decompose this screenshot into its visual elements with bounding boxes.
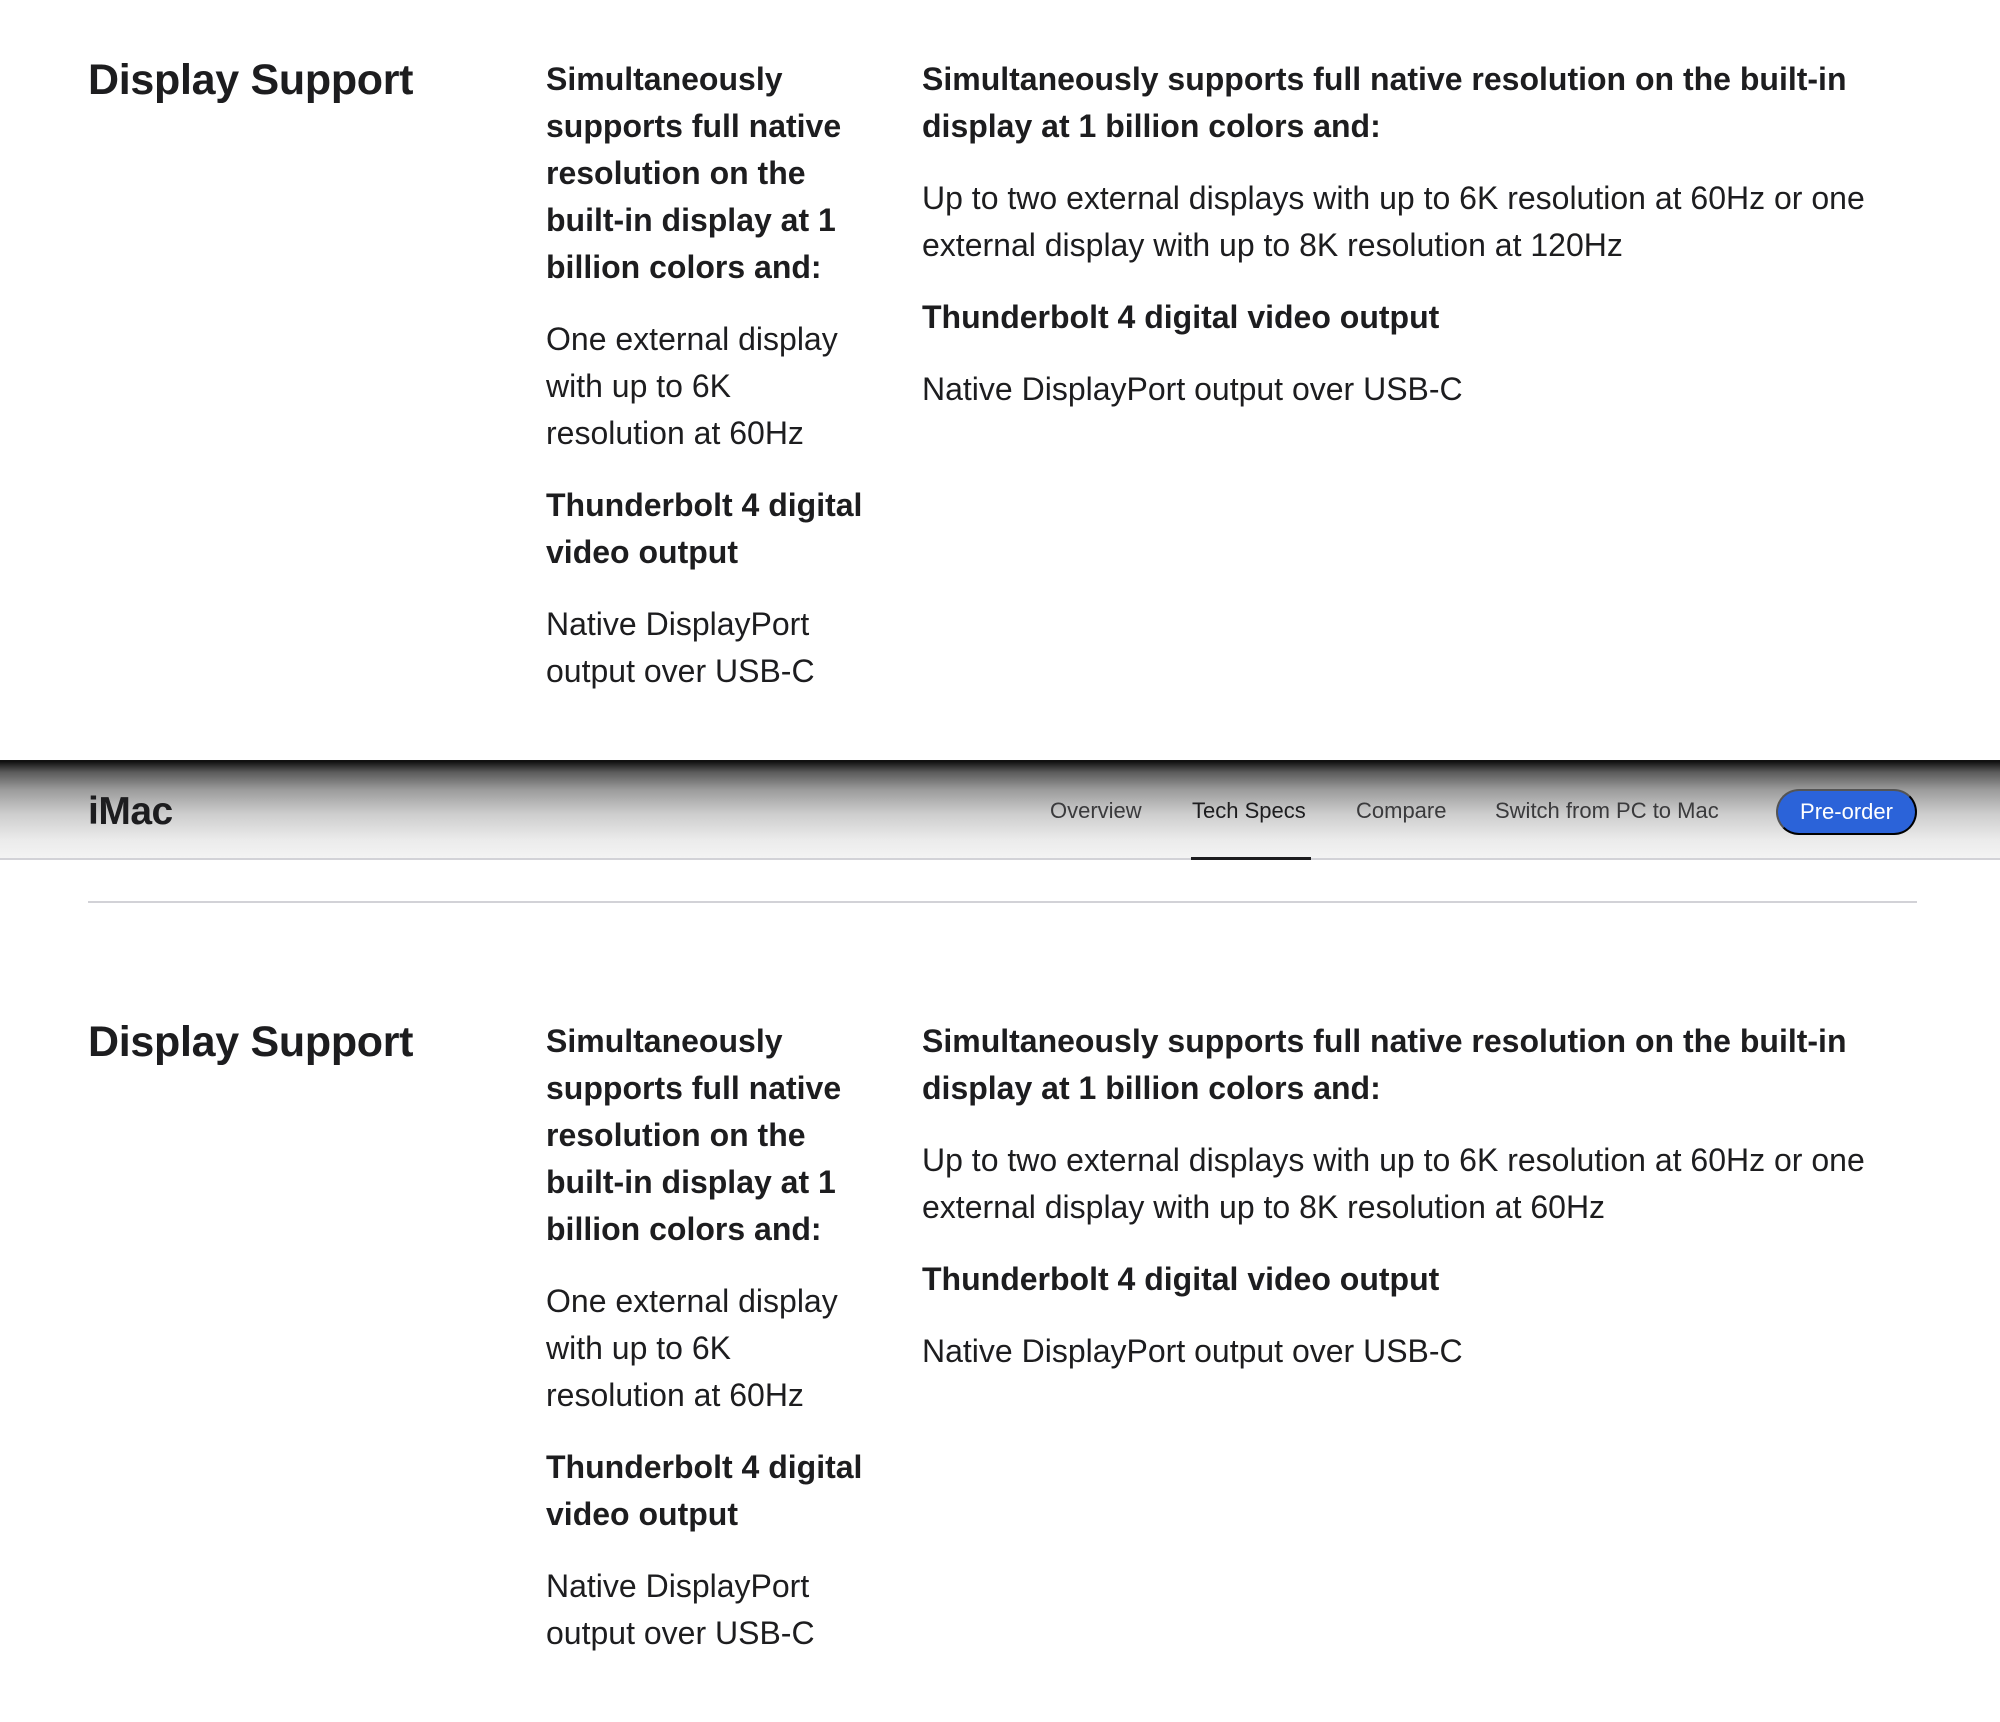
active-tab-underline xyxy=(1191,857,1311,860)
preorder-button[interactable]: Pre-order xyxy=(1776,789,1917,835)
spec-heading: Simultaneously supports full native resolution on the built-in display at 1 billion colors and: xyxy=(546,61,842,285)
spec-heading: Thunderbolt 4 digital video output xyxy=(546,1449,863,1532)
spec-heading: Thunderbolt 4 digital video output xyxy=(546,487,863,570)
display-support-section-bottom xyxy=(0,962,2000,1722)
spec-column-wide xyxy=(922,56,1922,438)
spec-column-narrow xyxy=(546,56,876,720)
display-support-section-top xyxy=(0,0,2000,760)
spec-text: One external display with up to 6K resolution at 60Hz xyxy=(546,1283,838,1413)
spec-text: Native DisplayPort output over USB-C xyxy=(546,606,815,689)
spec-column-wide xyxy=(922,1018,1922,1400)
spec-text: Up to two external displays with up to 6K resolution at 60Hz or one external display with up to 8K resolution at 120Hz xyxy=(922,180,1865,263)
spec-heading: Thunderbolt 4 digital video output xyxy=(922,1261,1440,1297)
product-name[interactable]: iMac xyxy=(88,790,173,833)
spec-text: Native DisplayPort output over USB-C xyxy=(922,1333,1463,1369)
nav-link-overview[interactable]: Overview xyxy=(1050,798,1142,823)
spec-heading: Simultaneously supports full native resolution on the built-in display at 1 billion colors and: xyxy=(922,61,1847,144)
nav-link-switch-from-pc[interactable]: Switch from PC to Mac xyxy=(1495,798,1719,823)
nav-link-tech-specs[interactable]: Tech Specs xyxy=(1192,798,1306,823)
spec-text: One external display with up to 6K resolution at 60Hz xyxy=(546,321,838,451)
section-divider xyxy=(88,901,1917,903)
section-title: Display Support xyxy=(88,1018,414,1066)
spec-heading: Thunderbolt 4 digital video output xyxy=(922,299,1440,335)
spec-column-narrow xyxy=(546,1018,876,1682)
spec-text: Up to two external displays with up to 6K resolution at 60Hz or one external display with up to 8K resolution at 60Hz xyxy=(922,1142,1865,1225)
section-title: Display Support xyxy=(88,56,414,104)
spec-text: Native DisplayPort output over USB-C xyxy=(546,1568,815,1651)
spec-heading: Simultaneously supports full native resolution on the built-in display at 1 billion colors and: xyxy=(922,1023,1847,1106)
nav-link-compare[interactable]: Compare xyxy=(1356,798,1447,823)
spec-heading: Simultaneously supports full native resolution on the built-in display at 1 billion colors and: xyxy=(546,1023,842,1247)
spec-text: Native DisplayPort output over USB-C xyxy=(922,371,1463,407)
